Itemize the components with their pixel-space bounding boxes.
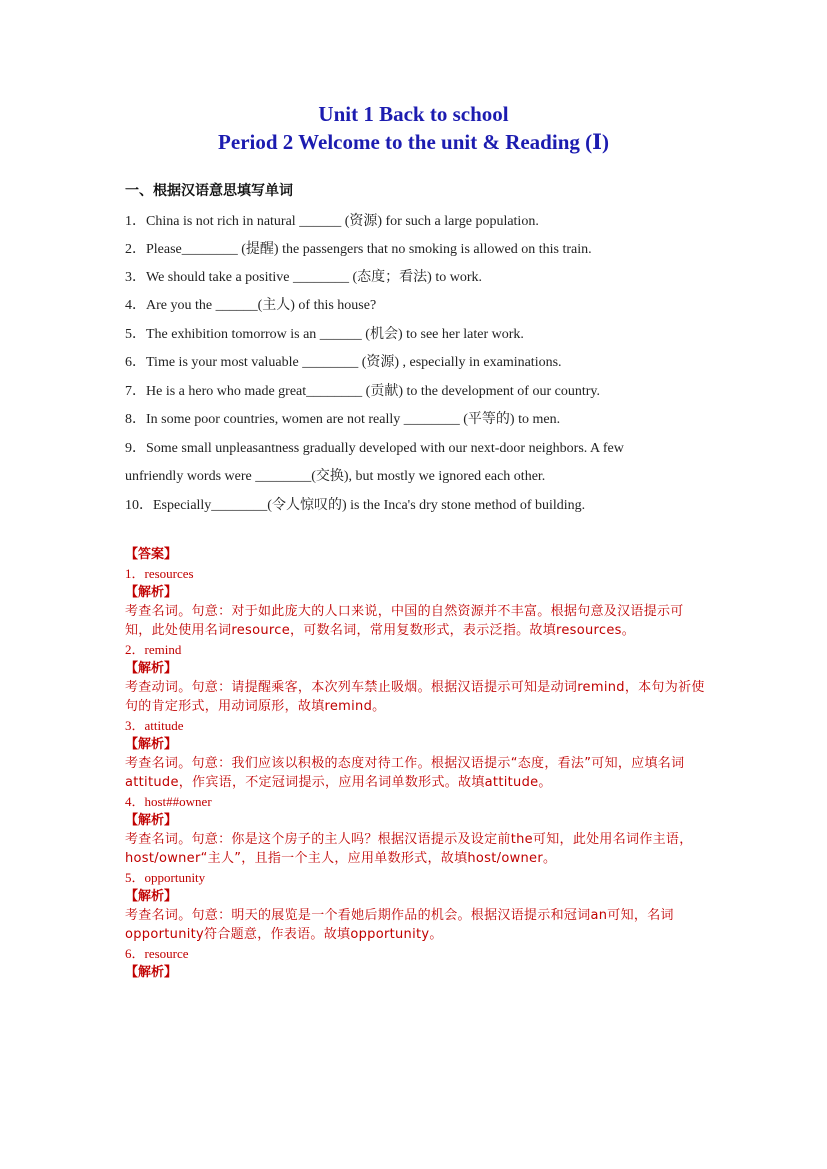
question-7: 7．He is a hero who made great________ (贡献) to the development of our country. — [125, 384, 600, 399]
question-9: 9．Some small unpleasantness gradually developed with our next-door neighbors. A few — [125, 441, 624, 456]
question-1: 1．China is not rich in natural ______ (资源) for such a large population. — [125, 214, 539, 229]
answer-5: 5．opportunity — [125, 870, 206, 885]
answer-4: 4．host##owner — [125, 794, 212, 809]
question-9-continued: unfriendly words were ________(交换), but mostly we ignored each other. — [125, 469, 546, 484]
answer-tag: 【答案】 — [125, 547, 178, 562]
analysis-tag: 【解析】 — [125, 965, 178, 980]
analysis-2: 考查动词。句意：请提醒乘客，本次列车禁止吸烟。根据汉语提示可知是动词remind，本句为祈使句的肯定形式，用动词原形，故填remind。 — [125, 680, 705, 714]
analysis-3: 考查名词。句意：我们应该以积极的态度对待工作。根据汉语提示“态度，看法”可知，应填名词attitude，作宾语，不定冠词提示，应用名词单数形式。故填attitude。 — [125, 756, 685, 790]
analysis-tag: 【解析】 — [125, 585, 178, 600]
analysis-1: 考查名词。句意：对于如此庞大的人口来说，中国的自然资源并不丰富。根据句意及汉语提示可知，此处使用名词resource，可数名词，常用复数形式，表示泛指。故填resources。 — [125, 604, 684, 638]
question-2: 2．Please________ (提醒) the passengers that no smoking is allowed on this train. — [125, 242, 592, 257]
question-4: 4．Are you the ______(主人) of this house? — [125, 298, 377, 313]
question-6: 6．Time is your most valuable ________ (资源) , especially in examinations. — [125, 355, 562, 370]
analysis-tag: 【解析】 — [125, 889, 178, 904]
answer-section — [125, 545, 710, 982]
question-5: 5．The exhibition tomorrow is an ______ (机会) to see her later work. — [125, 327, 524, 342]
analysis-5: 考查名词。句意：明天的展览是一个看她后期作品的机会。根据汉语提示和冠词an可知，名词opportunity符合题意，作表语。故填opportunity。 — [125, 908, 674, 942]
answer-6: 6．resource — [125, 946, 189, 961]
analysis-tag: 【解析】 — [125, 661, 178, 676]
answer-2: 2．remind — [125, 642, 182, 657]
question-10: 10．Especially________(令人惊叹的) is the Inca's dry stone method of building. — [125, 498, 586, 513]
analysis-4: 考查名词。句意：你是这个房子的主人吗？根据汉语提示及设定前the可知，此处用名词作主语，host/owner“主人”，且指一个主人，应用单数形式，故填host/owner。 — [125, 832, 693, 866]
answer-3: 3．attitude — [125, 718, 184, 733]
answer-1: 1．resources — [125, 566, 194, 581]
period-title: Period 2 Welcome to the unit & Reading (Ⅰ) — [218, 130, 609, 154]
question-3: 3．We should take a positive ________ (态度；看法) to work. — [125, 270, 482, 285]
analysis-tag: 【解析】 — [125, 813, 178, 828]
question-8: 8．In some poor countries, women are not really ________ (平等的) to men. — [125, 412, 561, 427]
analysis-tag: 【解析】 — [125, 737, 178, 752]
section-heading: 一、根据汉语意思填写单词 — [125, 183, 293, 199]
unit-title: Unit 1 Back to school — [318, 102, 509, 126]
